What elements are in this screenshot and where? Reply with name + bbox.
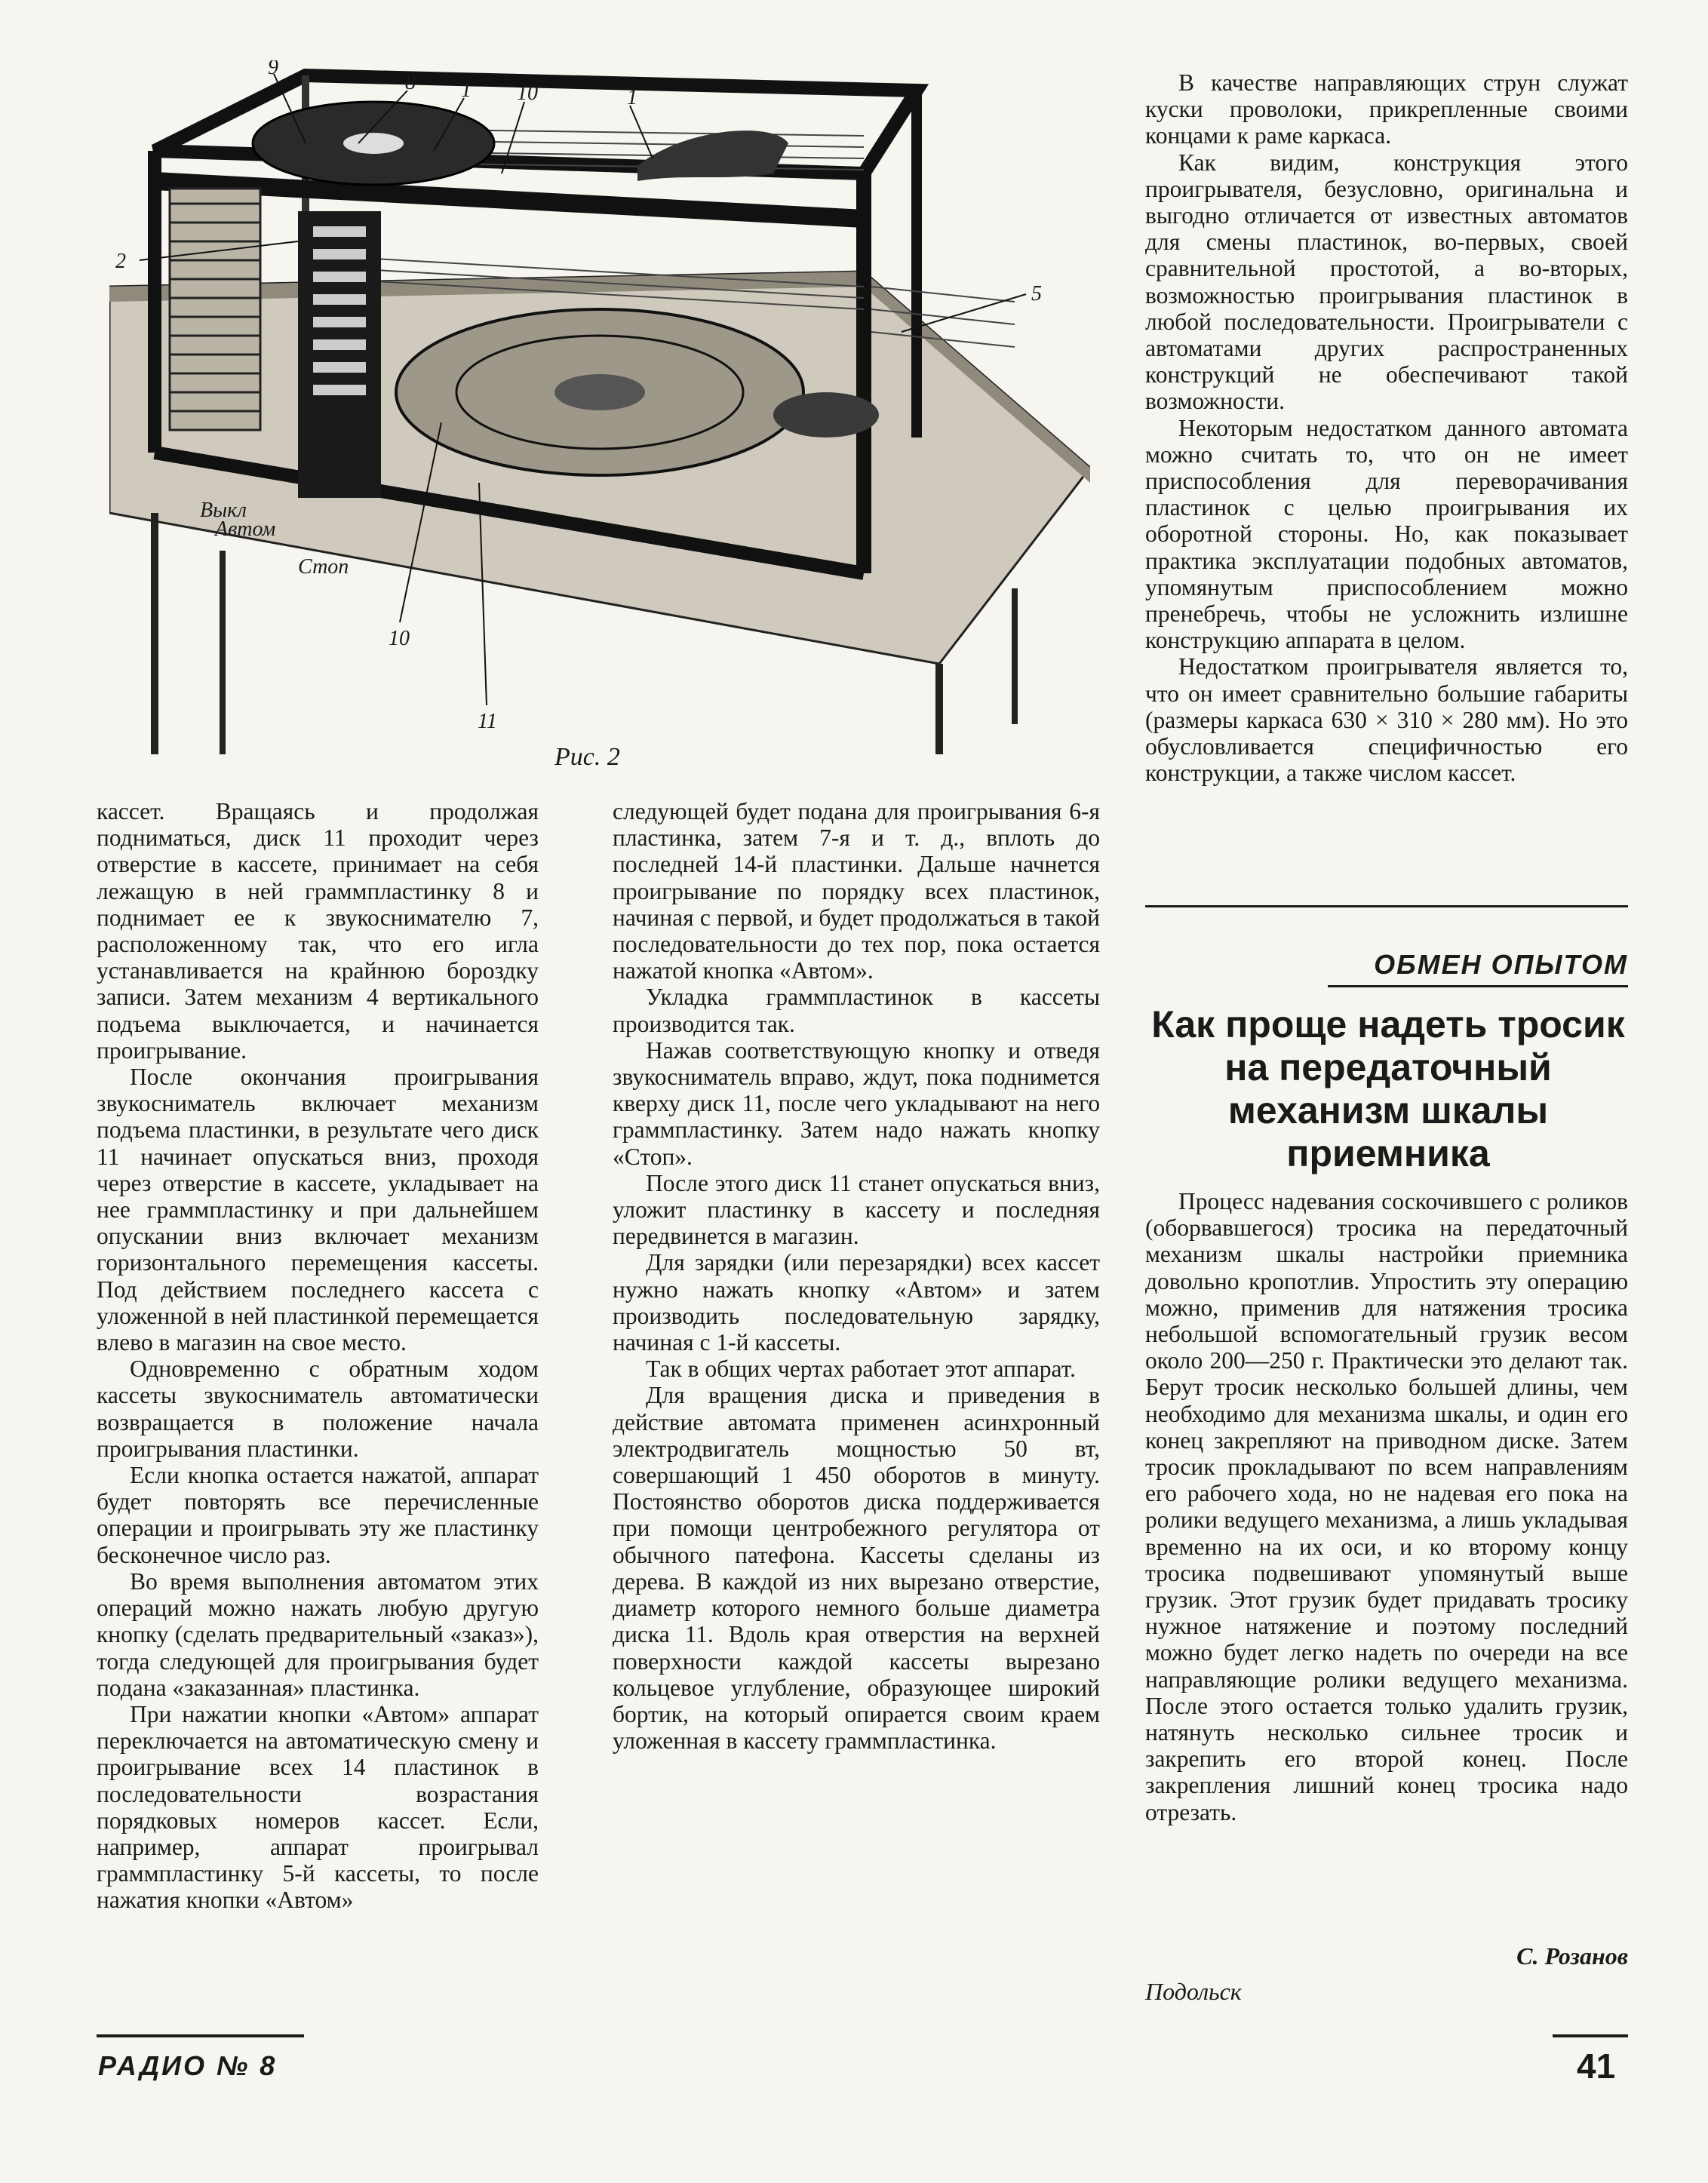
section-divider [1145, 905, 1628, 907]
paragraph: Во время выполнения автоматом этих операций можно нажать любую другую кнопку (сделать предварительный «заказ»), тогда следующей для проигрывания будет подана «заказанная» пластинка. [97, 1567, 539, 1701]
paragraph: Как видим, конструкция этого проигрывателя, безусловно, оригинальна и выгодно отличается от известных автоматов для смены пластинок, во-первых, своей сравнительной простотой, а во-вторых, возможностью проигрывания пластинок в любой последовательности. Проигрыватели с автоматами других распространенных конструкций не обеспечивают такой возможности. [1145, 149, 1628, 415]
journal-footer: РАДИО № 8 [98, 2050, 278, 2081]
paragraph: После окончания проигрывания звукосниматель включает механизм подъема пластинки, в результате чего диск 11 начинает опускаться вниз, проходя через отверстие в кассете, укладывает на нее граммпластинку и при дальнейшем опускании вниз включает механизм горизонтального перемещения кассеты. Под действием последнего кассета с уложенной в ней пластинкой перемещается влево в магазин на свое место. [97, 1064, 539, 1356]
switch-label: Стоп [298, 555, 349, 579]
record-changer-figure [109, 60, 1090, 754]
switch-label: Выкл [200, 499, 247, 522]
figure-callout: 10 [517, 81, 538, 105]
paragraph: Для вращения диска и приведения в действие автомата применен асинхронный электродвигатель мощностью 50 вт, совершающий 1 450 оборотов в минуту. Постоянство оборотов диска поддерживается при помощи центробежного регулятора от обычного патефона. Кассеты сделаны из дерева. В каждой из них вырезано отверстие, диаметр которого немного больше диаметра диска 11. Вдоль края отверстия на верхней поверхности каждой кассеты вырезано кольцевое углубление, образующее широкий бортик, на который опирается своим краем уложенная в кассету граммпластинка. [613, 1382, 1100, 1755]
footer-rule-right [1553, 2034, 1628, 2037]
right-text-column-top [1145, 69, 1628, 786]
paragraph: Укладка граммпластинок в кассеты производится так. [613, 984, 1100, 1037]
paragraph: кассет. Вращаясь и продолжая подниматься, диск 11 проходит через отверстие в кассете, принимает на себя лежащую в ней граммпластинку 8 и поднимает ее к звукоснимателю 7, расположенному так, что его игла устанавливается на крайнюю бороздку записи. Затем механизм 4 вертикального подъема выключается, и начинается проигрывание. [97, 798, 539, 1064]
figure-callout: 8 [405, 71, 416, 94]
rubric-underline [1328, 985, 1628, 987]
article-author: С. Розанов [1516, 1942, 1628, 1970]
figure-callout: 11 [478, 710, 497, 733]
paragraph: Если кнопка остается нажатой, аппарат будет повторять все перечисленные операции и проигрывать эту же пластинку бесконечное число раз. [97, 1462, 539, 1568]
article-title: Как проще надеть тросик на передаточный механизм шкалы приемника [1151, 1003, 1625, 1174]
figure-callout: 5 [1031, 282, 1042, 305]
figure-callout: 10 [389, 627, 410, 650]
figure-callout: 2 [115, 250, 126, 273]
paragraph: Процесс надевания соскочившего с роликов (оборвавшегося) тросика на передаточный механизм шкалы настройки приемника довольно кропотлив. Упростить эту операцию можно, применив для натяжения тросика небольшой вспомогательный грузик весом около 200—250 г. Практически это делают так. Берут тросик несколько большей длины, чем необходимо для механизма шкалы, и один его конец закрепляют на приводном диске. Затем тросик прокладывают по всем направлениям его рабочего хода, но не надевая его пока на ролики ведущего механизма, а лишь укладывая временно на их оси, и ко второму концу тросика подвешивают упомянутый выше грузик. Этот грузик будет придавать тросику нужное натяжение и поэтому последний можно будет легко надеть по очереди на все направляющие ролики ведущего механизма. После этого остается только удалить грузик, натянуть несколько сильнее тросик и закрепить его второй конец. После закрепления лишний конец тросика надо отрезать. [1145, 1188, 1628, 1825]
paragraph: Недостатком проигрывателя является то, что он имеет сравнительно большие габариты (размеры каркаса 630 × 310 × 280 мм). Но это обусловливается специфичностью его конструкции, а также числом кассет. [1145, 653, 1628, 787]
figure-callout: 1 [627, 86, 637, 109]
paragraph: Так в общих чертах работает этот аппарат. [646, 1356, 1076, 1383]
left-text-column [97, 798, 539, 1914]
section-rubric: ОБМЕН ОПЫТОМ [1374, 949, 1628, 980]
figure-caption: Рис. 2 [554, 743, 620, 771]
paragraph: Нажав соответствующую кнопку и отведя звукосниматель вправо, ждут, пока поднимется кверху диск 11, после чего укладывают на него граммпластинку. Затем надо нажать кнопку «Стоп». [613, 1036, 1100, 1170]
paragraph: При нажатии кнопки «Автом» аппарат переключается на автоматическую смену и проигрывание всех 14 пластинок в последовательности возрастания порядковых номеров кассет. Если, например, аппарат проигрывал граммпластинку 5-й кассеты, то после нажатия кнопки «Автом» [97, 1700, 539, 1914]
paragraph: следующей будет подана для проигрывания 6-я пластинка, затем 7-я и т. д., вплоть до последней 14-й пластинки. Дальше начнется проигрывание по порядку всех пластинок, начиная с первой, и будет продолжаться в такой последовательности до тех пор, пока остается нажатой кнопка «Автом». [613, 798, 1100, 984]
footer-rule-left [97, 2034, 304, 2037]
paragraph: После этого диск 11 станет опускаться вниз, уложит пластинку в кассету и последняя передвинется в магазин. [613, 1169, 1100, 1250]
article-body [1145, 1188, 1628, 1825]
paragraph: В качестве направляющих струн служат куски проволоки, прикрепленные своими концами к раме каркаса. [1145, 69, 1628, 149]
figure-callout: 9 [268, 60, 278, 79]
page-number: 41 [1577, 2046, 1616, 2086]
paragraph: Одновременно с обратным ходом кассеты звукосниматель автоматически возвращается в положение начала проигрывания пластинки. [97, 1356, 539, 1462]
paragraph: Некоторым недостатком данного автомата можно считать то, что он не имеет приспособления для переворачивания пластинок с целью проигрывания их оборотной стороны. Но, как показывает практика эксплуатации подобных автоматов, упомянутым приспособлением можно пренебречь, чтобы не усложнить излишне конструкцию аппарата в целом. [1145, 414, 1628, 654]
paragraph: Для зарядки (или перезарядки) всех кассет нужно нажать кнопку «Автом» и затем производить последовательную зарядку, начиная с 1-й кассеты. [613, 1249, 1100, 1356]
record-changer-illustration [109, 60, 1090, 754]
figure-callout: 1 [461, 78, 472, 102]
middle-text-column [613, 798, 1100, 1754]
switch-label: Автом [215, 517, 276, 541]
author-city: Подольск [1145, 1978, 1242, 2005]
